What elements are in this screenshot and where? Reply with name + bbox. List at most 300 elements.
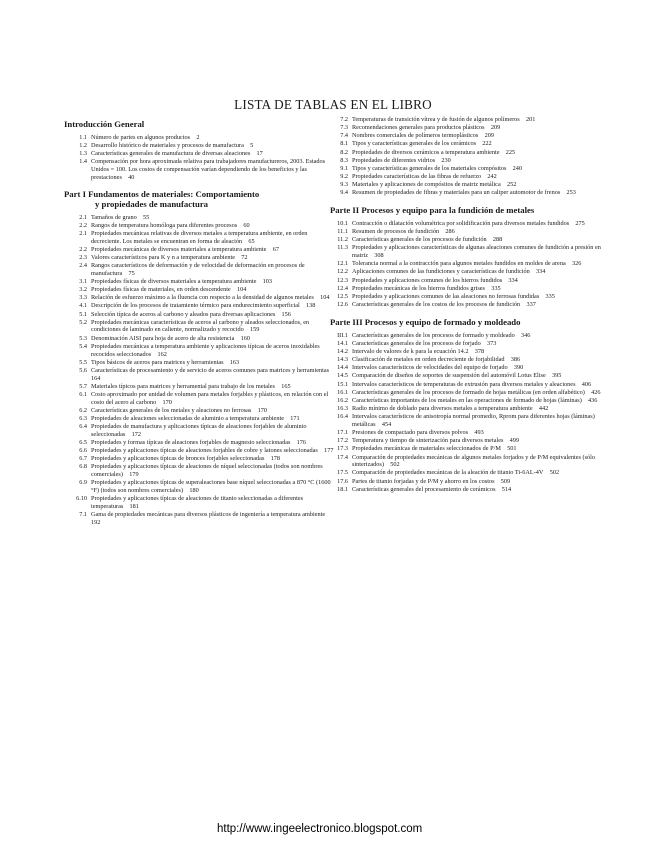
table-entry: [64, 423, 336, 439]
table-number: 12.1: [337, 260, 348, 268]
table-title: [352, 165, 602, 173]
table-entry: [64, 158, 336, 181]
section-heading-text: Parte II Procesos y equipo para la fundición de metales: [330, 205, 535, 216]
table-number: 5.3: [79, 334, 87, 342]
table-title-text: Propiedades y formas típicas de aleaciones forjables de magnesio seleccionadas: [91, 438, 291, 446]
table-title: [352, 454, 602, 470]
table-page: 502: [390, 461, 400, 469]
table-entry: [330, 301, 602, 309]
table-page: 17: [256, 150, 263, 158]
table-entry: [64, 335, 336, 343]
section-heading: [330, 205, 602, 215]
table-number: 17.4: [337, 453, 348, 461]
table-title-text: Características generales de los procesos de formado y moldeado: [352, 331, 515, 339]
left-column: [64, 112, 336, 527]
table-title-text: Características generales de los metales y aleaciones no ferrosas: [91, 406, 252, 414]
table-entry: [330, 140, 602, 148]
table-title-text: Rangos característicos de deformación y de velocidad de deformación en procesos de manufactura: [91, 262, 305, 277]
table-page: 334: [535, 268, 546, 276]
table-entry: [330, 469, 602, 477]
table-title: [91, 415, 336, 423]
table-page: 406: [581, 380, 592, 388]
table-title: [91, 447, 336, 455]
table-page: 67: [272, 245, 279, 253]
table-number: 7.3: [340, 124, 348, 132]
table-title: [352, 340, 602, 348]
section-heading: [64, 119, 336, 129]
table-title: [352, 220, 602, 228]
table-page: 65: [248, 237, 255, 245]
table-entry: [330, 405, 602, 413]
table-title: [352, 268, 602, 276]
table-title-text: Presiones de compactado para diversos polvos: [352, 429, 469, 437]
table-number: 8.1: [340, 140, 348, 148]
table-title-text: Gama de propiedades mecánicas para diversos plásticos de ingeniería a temperatura ambiente: [91, 510, 326, 518]
table-title: [352, 301, 602, 309]
table-title-text: Propiedades de diversos cerámicos a temperatura ambiente: [352, 148, 500, 156]
table-number: 6.4: [79, 422, 87, 430]
table-title-text: Características generales de los procesos de formado de hojas metálicas (en orden alfabético): [352, 388, 585, 396]
table-page: 164: [91, 374, 101, 382]
table-number: 3.1: [79, 278, 87, 286]
table-title: [352, 228, 602, 236]
table-entry: [330, 340, 602, 348]
table-number: 9.1: [340, 164, 348, 172]
table-page: 326: [571, 260, 582, 268]
table-title-text: Propiedades mecánicas características de aceros al carbono y aleados seleccionados, en condiciones de laminado en caliente, normalizado y recocido: [91, 318, 310, 334]
table-page: 334: [508, 276, 518, 284]
table-entry: [64, 391, 336, 407]
table-number: 2.4: [79, 262, 87, 270]
table-number: 17.5: [337, 469, 348, 477]
table-title: [352, 348, 602, 356]
table-title: [91, 278, 336, 286]
table-number: 12.3: [337, 276, 348, 284]
table-title: [352, 332, 602, 340]
table-page: 209: [484, 132, 494, 140]
table-title-text: Propiedades y aplicaciones comunes de las aleaciones no ferrosas fundidas: [352, 292, 540, 300]
table-entry: [330, 332, 602, 340]
table-entry: [330, 437, 602, 445]
table-number: 5.6: [79, 366, 87, 374]
table-title: [352, 285, 602, 293]
table-title-text: Comparación de diseños de soportes de suspensión del automóvil Lotus Elise: [352, 372, 546, 380]
table-number: 5.2: [79, 318, 87, 326]
table-title: [91, 222, 336, 230]
table-entry: [64, 230, 336, 246]
table-title-text: Desarrollo histórico de materiales y procesos de manufactura: [91, 142, 244, 150]
table-entry: [64, 367, 336, 383]
table-number: 1.2: [79, 142, 87, 150]
table-title: [91, 383, 336, 391]
table-title: [91, 423, 336, 439]
table-page: 275: [575, 220, 585, 228]
table-entry: [330, 372, 602, 380]
table-page: 308: [374, 252, 384, 260]
table-title: [91, 439, 336, 447]
table-page: 55: [142, 213, 150, 221]
table-title: [352, 236, 602, 244]
table-title-text: Propiedades de manufactura y aplicaciones típicas de aleaciones forjables de aluminio seleccionadas: [91, 422, 307, 438]
table-entry: [64, 302, 336, 310]
table-entry: [64, 359, 336, 367]
table-title-text: Propiedades de diferentes vidrios: [352, 156, 436, 164]
table-number: 5.4: [79, 342, 87, 350]
table-page: 222: [482, 140, 492, 148]
table-title-text: Propiedades mecánicas de materiales seleccionados de P/M: [352, 445, 501, 453]
table-entry: [64, 311, 336, 319]
table-number: 14.1: [337, 339, 348, 347]
table-title: [91, 158, 336, 181]
table-title: [352, 389, 602, 397]
table-number: 11.3: [337, 244, 348, 252]
table-number: 4.1: [79, 302, 87, 310]
table-number: 15.1: [337, 380, 348, 388]
table-number: 17.1: [337, 429, 348, 437]
table-page: 335: [491, 284, 501, 292]
table-entry: [330, 429, 602, 437]
table-title: [352, 356, 602, 364]
table-page: 60: [243, 221, 250, 229]
table-number: 7.2: [340, 116, 348, 123]
table-title: [352, 260, 602, 268]
table-title-text: Radio mínimo de doblado para diversos metales a temperatura ambiente: [352, 405, 533, 413]
table-page: 104: [236, 286, 247, 294]
table-title: [352, 116, 602, 124]
section-heading-text: Parte III Procesos y equipo de formado y moldeado: [330, 316, 521, 327]
table-number: 12.4: [337, 284, 348, 292]
table-page: 170: [162, 398, 172, 406]
table-number: 1.3: [79, 150, 87, 158]
table-page: 253: [566, 189, 576, 197]
table-entry: [64, 294, 336, 302]
table-entry: [64, 319, 336, 335]
table-page: 286: [445, 228, 455, 236]
table-title-text: Intervalo de valores de k para la ecuación 14.2: [352, 348, 469, 356]
table-title: [91, 407, 336, 415]
table-title-text: Relación de esfuerzo máximo a la fluencia con respecto a la densidad de algunos metales: [91, 294, 314, 302]
table-title-text: Características importantes de los metales en las operaciones de formado de hojas (láminas): [352, 396, 582, 404]
table-page: 346: [521, 331, 531, 339]
table-page: 176: [296, 438, 307, 446]
table-title: [91, 214, 336, 222]
table-title-text: Intervalos característicos de velocidades del equipo de forjado: [352, 364, 508, 372]
table-title-text: Costo aproximado por unidad de volumen para metales forjables y plásticos, en relación con el costo del acero al carbono: [91, 390, 329, 406]
table-title-text: Propiedades mecánicas relativas de diversos metales a temperatura ambiente, en orden decreciente. Los metales se encuentran en forma de aleación: [91, 229, 308, 245]
table-number: 6.3: [79, 414, 87, 422]
table-title: [352, 132, 602, 140]
table-page: 378: [474, 348, 485, 356]
table-page: 509: [500, 477, 511, 485]
table-title-text: Propiedades y aplicaciones típicas de aleaciones forjables de cobre y latones seleccionadas: [91, 447, 318, 455]
table-page: 160: [240, 334, 250, 342]
table-number: 14.2: [337, 348, 348, 356]
table-page: 170: [257, 406, 267, 414]
table-page: 335: [545, 292, 555, 300]
table-title-text: Temperaturas de transición vítrea y de fusión de algunos polímeros: [352, 116, 520, 123]
table-title: [91, 511, 336, 527]
table-entry: [330, 236, 602, 244]
table-title: [91, 254, 336, 262]
table-entry: [330, 454, 602, 470]
table-title: [91, 134, 336, 142]
table-page: 178: [270, 455, 280, 463]
table-number: 1.1: [79, 134, 87, 141]
table-title-text: Propiedades físicas de materiales, en orden descendente: [91, 286, 231, 294]
table-title-text: Materiales y aplicaciones de compósitos de matriz metálica: [352, 181, 501, 189]
table-page: 252: [506, 181, 517, 189]
table-entry: [330, 165, 602, 173]
table-number: 17.2: [337, 437, 348, 445]
table-page: 386: [510, 356, 521, 364]
table-entry: [330, 277, 602, 285]
table-number: 16.1: [337, 388, 348, 396]
table-page: 172: [131, 430, 141, 438]
table-number: 3.2: [79, 286, 87, 294]
table-page: 177: [324, 447, 334, 455]
table-entry: [330, 116, 602, 124]
table-entry: [64, 150, 336, 158]
table-title: [91, 150, 336, 158]
table-entry: [64, 262, 336, 278]
table-number: 6.9: [79, 479, 87, 487]
table-title-text: Denominación AISI para hoja de acero de alta resistencia: [91, 334, 235, 342]
table-number: 2.2: [79, 221, 87, 229]
table-page: 225: [505, 148, 516, 156]
table-number: 16.4: [337, 413, 348, 421]
table-number: 17.3: [337, 445, 348, 453]
table-page: 390: [513, 364, 524, 372]
table-title: [91, 343, 336, 359]
table-entry: [64, 343, 336, 359]
table-number: 6.5: [79, 438, 87, 446]
table-title: [91, 311, 336, 319]
table-entry: [64, 415, 336, 423]
table-title: [352, 372, 602, 380]
table-entry: [64, 214, 336, 222]
table-title: [352, 405, 602, 413]
table-title-text: Características generales de los procesos de forjado: [352, 339, 481, 347]
table-page: 426: [591, 388, 601, 396]
table-number: 6.1: [79, 390, 87, 398]
section-heading: [330, 317, 602, 327]
table-entry: [64, 439, 336, 447]
table-title-text: Propiedades y aplicaciones características de algunas aleaciones comunes de fundición a presión en matriz: [352, 244, 601, 260]
table-page: 179: [129, 471, 139, 479]
table-entry: [330, 348, 602, 356]
table-title: [352, 244, 602, 260]
table-entry: [64, 447, 336, 455]
table-number: 6.6: [79, 447, 87, 455]
table-title-text: Temperatura y tiempo de sinterización para diversos metales: [352, 437, 504, 445]
table-title: [91, 319, 336, 335]
table-page: 288: [492, 236, 503, 244]
table-entry: [330, 124, 602, 132]
section-heading: [64, 189, 336, 209]
table-entry: [64, 134, 336, 142]
table-number: 3.3: [79, 294, 87, 302]
table-title-text: Nombres comerciales de polímeros termoplásticos: [352, 132, 479, 140]
table-page: 171: [290, 414, 300, 422]
table-page: 5: [250, 142, 254, 150]
table-number: 12.2: [337, 268, 348, 276]
table-entry: [64, 463, 336, 479]
table-number: 7.1: [79, 510, 87, 518]
table-title-text: Recomendaciones generales para productos plásticos: [352, 124, 485, 132]
table-number: 7.4: [340, 132, 348, 140]
table-entry: [330, 285, 602, 293]
table-title-text: Compensación por hora aproximada relativa para trabajadores manufactureros, 2003. Estados Unidos = 100. Los costos de compensación varían dependiendo de los beneficios y las prestaciones: [91, 158, 326, 181]
table-entry: [330, 244, 602, 260]
table-number: 6.2: [79, 406, 87, 414]
table-title-text: Clasificación de metales en orden decreciente de forjabilidad: [352, 356, 505, 364]
table-title-text: Selección típica de aceros al carbono y aleados para diversas aplicaciones: [91, 310, 276, 318]
table-number: 16.3: [337, 405, 348, 413]
table-title: [352, 124, 602, 132]
table-entry: [330, 445, 602, 453]
table-number: 14.4: [337, 364, 348, 372]
table-title-text: Resumen de propiedades de fibras y materiales para un caliper automotor de frenos: [352, 189, 561, 197]
table-number: 16.2: [337, 396, 348, 404]
table-title: [91, 463, 336, 479]
table-title-text: Propiedades y aplicaciones típicas de aleaciones de titanio seleccionadas a diferentes temperaturas: [91, 495, 304, 510]
table-title: [91, 495, 336, 511]
table-entry: [64, 383, 336, 391]
table-number: 5.7: [79, 382, 87, 390]
table-title-text: Características generales de los procesos de fundición: [352, 236, 487, 244]
table-title: [352, 437, 602, 445]
table-title-text: Resumen de procesos de fundición: [352, 228, 440, 236]
table-title-text: Propiedades y aplicaciones comunes de los hierros fundidos: [352, 276, 503, 284]
table-number: 11.2: [337, 236, 348, 244]
table-title-text: Características de procesamiento y de servicio de aceros comunes para matrices y herramientas: [91, 366, 330, 374]
table-title: [91, 455, 336, 463]
table-title-text: Propiedades características de las fibras de refuerzo: [352, 172, 482, 180]
footer-url[interactable]: http://www.ingeelectronico.blogspot.com: [217, 823, 423, 835]
table-page: 502: [549, 469, 560, 477]
table-title-text: Tolerancia normal a la contracción para algunos metales fundidos en moldes de arena: [352, 260, 566, 268]
table-entry: [64, 479, 336, 495]
table-entry: [64, 495, 336, 511]
table-entry: [330, 220, 602, 228]
table-number: 17.6: [337, 477, 348, 485]
table-title: [352, 397, 602, 405]
table-title-text: Propiedades y aplicaciones típicas de aleaciones de níquel seleccionadas (todos son nombres comerciales): [91, 463, 323, 479]
table-title-text: Tipos básicos de aceros para matrices y herramientas: [91, 358, 224, 366]
table-title-text: Propiedades de aleaciones seleccionadas de aluminio a temperatura ambiente: [91, 414, 284, 422]
table-number: 11.1: [337, 228, 348, 236]
table-page: 156: [281, 310, 291, 318]
table-number: 1.4: [79, 158, 87, 166]
table-title-text: Partes de titanio forjadas y de P/M y ahorro en los costos: [352, 477, 495, 485]
table-page: 209: [490, 124, 501, 132]
table-number: 10.1: [337, 220, 348, 228]
table-title-text: Intervalos característicos de anisotropía normal promedio, Rprom para diferentes hojas (láminas) metálicas: [352, 413, 595, 428]
table-title: [352, 149, 602, 157]
table-title-text: Rangos de temperatura homóloga para diferentes procesos: [91, 221, 238, 229]
table-page: 165: [281, 382, 291, 390]
table-page: 436: [588, 396, 598, 404]
table-title: [352, 364, 602, 372]
table-title: [91, 335, 336, 343]
table-page: 499: [509, 437, 520, 445]
table-page: 104: [320, 294, 330, 302]
table-entry: [64, 222, 336, 230]
table-entry: [330, 260, 602, 268]
table-page: 2: [196, 134, 200, 141]
table-title: [352, 486, 602, 494]
table-page: 240: [512, 164, 523, 172]
table-title: [352, 140, 602, 148]
table-title-text: Características generales de los costos de los procesos de fundición: [352, 301, 521, 309]
table-number: III.1: [337, 331, 348, 339]
table-title: [91, 391, 336, 407]
table-title: [91, 359, 336, 367]
table-number: 9.2: [340, 172, 348, 180]
table-title-text: Propiedades mecánicas a temperatura ambiente y aplicaciones típicas de aceros inoxidables recocidos seleccionados: [91, 342, 320, 358]
table-entry: [330, 157, 602, 165]
table-page: 75: [128, 269, 135, 277]
table-title-text: Propiedades y aplicaciones típicas de superaleaciones base níquel seleccionadas a 870 °C (1600 °F) (todos son nombres comerciales): [91, 479, 331, 494]
table-title-text: Tipos y características generales de los materiales compósitos: [352, 164, 507, 172]
table-page: 454: [381, 420, 392, 428]
table-number: 2.3: [79, 253, 87, 261]
right-column: [330, 116, 602, 494]
table-entry: [64, 511, 336, 527]
section-heading-text: Part I Fundamentos de materiales: Comportamiento: [64, 188, 260, 199]
table-title: [352, 413, 602, 429]
table-title-text: Tamaños de grano: [91, 213, 137, 221]
table-number: 5.1: [79, 310, 87, 318]
table-title-text: Contracción o dilatación volumétrica por solidificación para diversos metales fundidos: [352, 220, 570, 228]
table-title: [91, 142, 336, 150]
table-page: 180: [189, 486, 199, 494]
table-entry: [330, 381, 602, 389]
table-title-text: Propiedades y aplicaciones típicas de bronces forjables seleccionadas: [91, 455, 265, 463]
table-page: 181: [129, 502, 139, 510]
table-number: 14.5: [337, 372, 348, 380]
table-title: [91, 294, 336, 302]
table-number: 12.5: [337, 292, 348, 300]
table-title: [352, 277, 602, 285]
table-title: [352, 157, 602, 165]
table-title: [352, 181, 602, 189]
table-entry: [330, 173, 602, 181]
table-page: 163: [229, 358, 240, 366]
table-entry: [64, 286, 336, 294]
table-entry: [330, 149, 602, 157]
table-number: 8.2: [340, 148, 348, 156]
table-entry: [330, 364, 602, 372]
table-title: [91, 479, 336, 495]
table-page: 493: [474, 429, 484, 437]
table-number: 14.3: [337, 356, 348, 364]
table-title-text: Propiedades mecánicas de diversos materiales a temperatura ambiente: [91, 245, 267, 253]
table-title-text: Características generales de manufactura de diversas aleaciones: [91, 150, 251, 158]
page-title: LISTA DE TABLAS EN EL LIBRO: [234, 97, 432, 112]
table-number: 9.4: [340, 189, 348, 197]
table-page: 201: [526, 116, 536, 123]
table-title: [352, 469, 602, 477]
table-title: [352, 478, 602, 486]
table-number: 2.1: [79, 229, 87, 237]
table-page: 337: [526, 301, 536, 309]
table-page: 159: [249, 326, 260, 334]
table-title: [352, 445, 602, 453]
table-number: 6.7: [79, 455, 87, 463]
table-title: [352, 173, 602, 181]
table-title: [91, 367, 336, 383]
